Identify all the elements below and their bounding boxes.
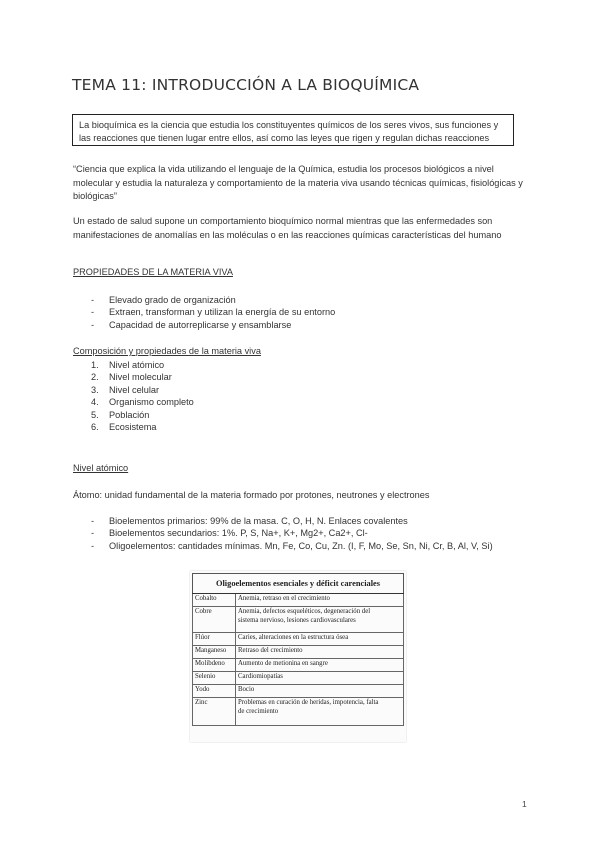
table-row: Flúor Caries, alteraciones en la estructura ósea (193, 633, 404, 646)
atom-definition: Átomo: unidad fundamental de la materia formado por protones, neutrones y electrones (73, 490, 430, 500)
list-item: 4. Organismo completo (91, 397, 194, 408)
list-item: - Oligoelementos: cantidades mínimas. Mn, Fe, Co, Cu, Zn. (I, F, Mo, Se, Sn, Ni, Cr, B, Al, V, Si) (91, 540, 493, 551)
bioelements-list (91, 515, 493, 552)
list-item: 1. Nivel atómico (91, 360, 165, 370)
table-row: Manganeso Retraso del crecimiento (193, 646, 404, 659)
table-row: Yodo Bocio (193, 685, 404, 698)
table-row: Cobre Anemia, defectos esqueléticos, degeneración del sistema nervioso, lesiones cardiovasculares (193, 607, 404, 633)
composition-heading: Composición y propiedades de la materia viva (73, 346, 261, 356)
properties-heading: PROPIEDADES DE LA MATERIA VIVA (73, 267, 233, 277)
table-row: Cobalto Anemia, retraso en el crecimiento (193, 594, 404, 607)
table-row: Molibdeno Aumento de metionina en sangre (193, 659, 404, 672)
page-title: TEMA 11: INTRODUCCIÓN A LA BIOQUÍMICA (72, 76, 420, 94)
list-item: 3. Nivel celular (91, 384, 160, 395)
definition-box: La bioquímica es la ciencia que estudia los constituyentes químicos de los seres vivos, sus funciones y las reacciones que tienen lugar entre ellos, así como las leyes que rigen y regulan dichas reacciones (72, 114, 514, 146)
composition-list (91, 359, 194, 433)
list-item: 2. Nivel molecular (91, 372, 172, 383)
table-title: Oligoelementos esenciales y déficit carenciales (193, 574, 404, 594)
oligoelements-table-image (190, 571, 406, 742)
table-row: Selenio Cardiomiopatías (193, 672, 404, 685)
list-item: - Capacidad de autorreplicarse y ensamblarse (91, 319, 292, 330)
list-item: 6. Ecosistema (91, 421, 157, 432)
list-item: - Extraen, transforman y utilizan la energía de su entorno (91, 307, 336, 318)
health-paragraph: Un estado de salud supone un comportamiento bioquímico normal mientras que las enfermedades son manifestaciones de anomalías en las moléculas o en las reacciones químicas características del humano (73, 216, 502, 240)
list-item: 5. Población (91, 409, 150, 420)
list-item: - Elevado grado de organización (91, 295, 236, 305)
page-number: 1 (522, 799, 527, 809)
atomic-heading: Nivel atómico (73, 463, 129, 473)
table-row: Zinc Problemas en curación de heridas, impotencia, falta de crecimiento (193, 698, 404, 726)
list-item: - Bioelementos secundarios: 1%. P, S, Na+, K+, Mg2+, Ca2+, Cl- (91, 528, 368, 539)
oligoelements-table (192, 573, 404, 726)
quote-paragraph: “Ciencia que explica la vida utilizando el lenguaje de la Química, estudia los procesos biológicos a nivel molecular y estudia la naturaleza y comportamiento de la materia viva usando técnicas químicas, fisiológicas y biológicas” (73, 164, 523, 202)
properties-list (91, 294, 336, 331)
list-item: - Bioelementos primarios: 99% de la masa. C, O, H, N. Enlaces covalentes (91, 516, 408, 526)
